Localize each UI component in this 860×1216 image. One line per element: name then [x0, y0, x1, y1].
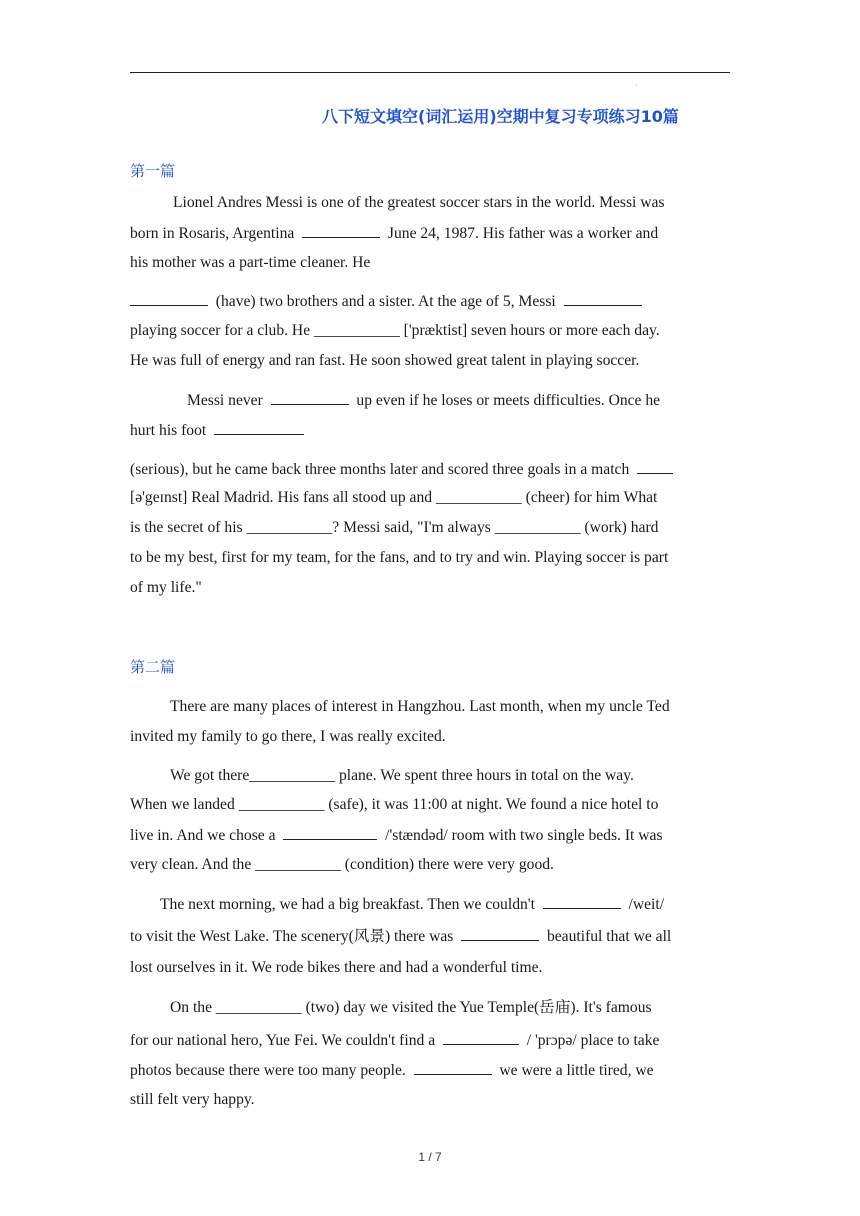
p1-line-9: (serious), but he came back three months later and scored three goals in a match — [130, 459, 673, 480]
p2-line-4: When we landed ___________ (safe), it was 11:00 at night. We found a nice hotel to — [130, 796, 659, 813]
p1-line-2: born in Rosaris, Argentina June 24, 1987. His father was a worker and — [130, 225, 659, 242]
blank-7[interactable] — [283, 825, 377, 840]
p2-line-10: On the ___________ (two) day we visited the Yue Temple(岳庙). It's famous — [170, 999, 652, 1016]
p2-line-13: still felt very happy. — [130, 1091, 255, 1108]
blank-11[interactable] — [414, 1060, 492, 1075]
p1-line-6: He was full of energy and ran fast. He soon showed great talent in playing soccer. — [130, 352, 640, 369]
blank-2[interactable] — [130, 291, 208, 306]
p2-line-8: to visit the West Lake. The scenery(风景) there was beautiful that we all — [130, 928, 672, 945]
p1-line-12: to be my best, first for my team, for the fans, and to try and win. Playing soccer is part — [130, 549, 669, 566]
p2-line-5: live in. And we chose a /'stændəd/ room with two single beds. It was — [130, 827, 663, 844]
p2-line-3: We got there___________ plane. We spent three hours in total on the way. — [170, 767, 634, 784]
blank-6[interactable] — [637, 459, 673, 474]
p1-line-7: Messi never up even if he loses or meets difficulties. Once he — [187, 392, 661, 409]
blank-1[interactable] — [302, 223, 380, 238]
p2-line-6: very clean. And the ___________ (condition) there were very good. — [130, 856, 554, 873]
header-rule — [130, 72, 730, 73]
p1-line-3: his mother was a part-time cleaner. He — [130, 254, 371, 271]
passage-2-heading: 第二篇 — [130, 658, 176, 676]
p2-line-7: The next morning, we had a big breakfast. Then we couldn't /weit/ — [160, 896, 665, 913]
document-title: 八下短文填空(词汇运用)空期中复习专项练习10篇 — [322, 107, 679, 126]
p2-line-12: photos because there were too many people. we were a little tired, we — [130, 1062, 654, 1079]
header-dot: · — [635, 80, 638, 90]
blank-10[interactable] — [443, 1030, 519, 1045]
blank-8[interactable] — [543, 894, 621, 909]
p1-line-10: [ə'geɪnst] Real Madrid. His fans all stood up and ___________ (cheer) for him What — [130, 489, 658, 506]
page-number: 1 / 7 — [418, 1150, 442, 1164]
p2-line-9: lost ourselves in it. We rode bikes there and had a wonderful time. — [130, 959, 543, 976]
p2-line-2: invited my family to go there, I was really excited. — [130, 728, 446, 745]
p1-line-5: playing soccer for a club. He ___________ ['præktist] seven hours or more each day. — [130, 322, 660, 339]
blank-9[interactable] — [461, 926, 539, 941]
p1-line-4: (have) two brothers and a sister. At the age of 5, Messi — [130, 291, 642, 312]
p1-line-8: hurt his foot — [130, 420, 304, 441]
blank-5[interactable] — [214, 420, 304, 435]
blank-3[interactable] — [564, 291, 642, 306]
p2-line-1: There are many places of interest in Hangzhou. Last month, when my uncle Ted — [170, 698, 670, 715]
p1-line-13: of my life." — [130, 579, 202, 596]
p1-line-1: Lionel Andres Messi is one of the greatest soccer stars in the world. Messi was — [173, 194, 665, 211]
passage-1-heading: 第一篇 — [130, 162, 176, 180]
p1-line-11: is the secret of his ___________? Messi said, "I'm always ___________ (work) hard — [130, 519, 659, 536]
p2-line-11: for our national hero, Yue Fei. We couldn't find a / 'prɔpə/ place to take — [130, 1032, 660, 1049]
blank-4[interactable] — [271, 390, 349, 405]
